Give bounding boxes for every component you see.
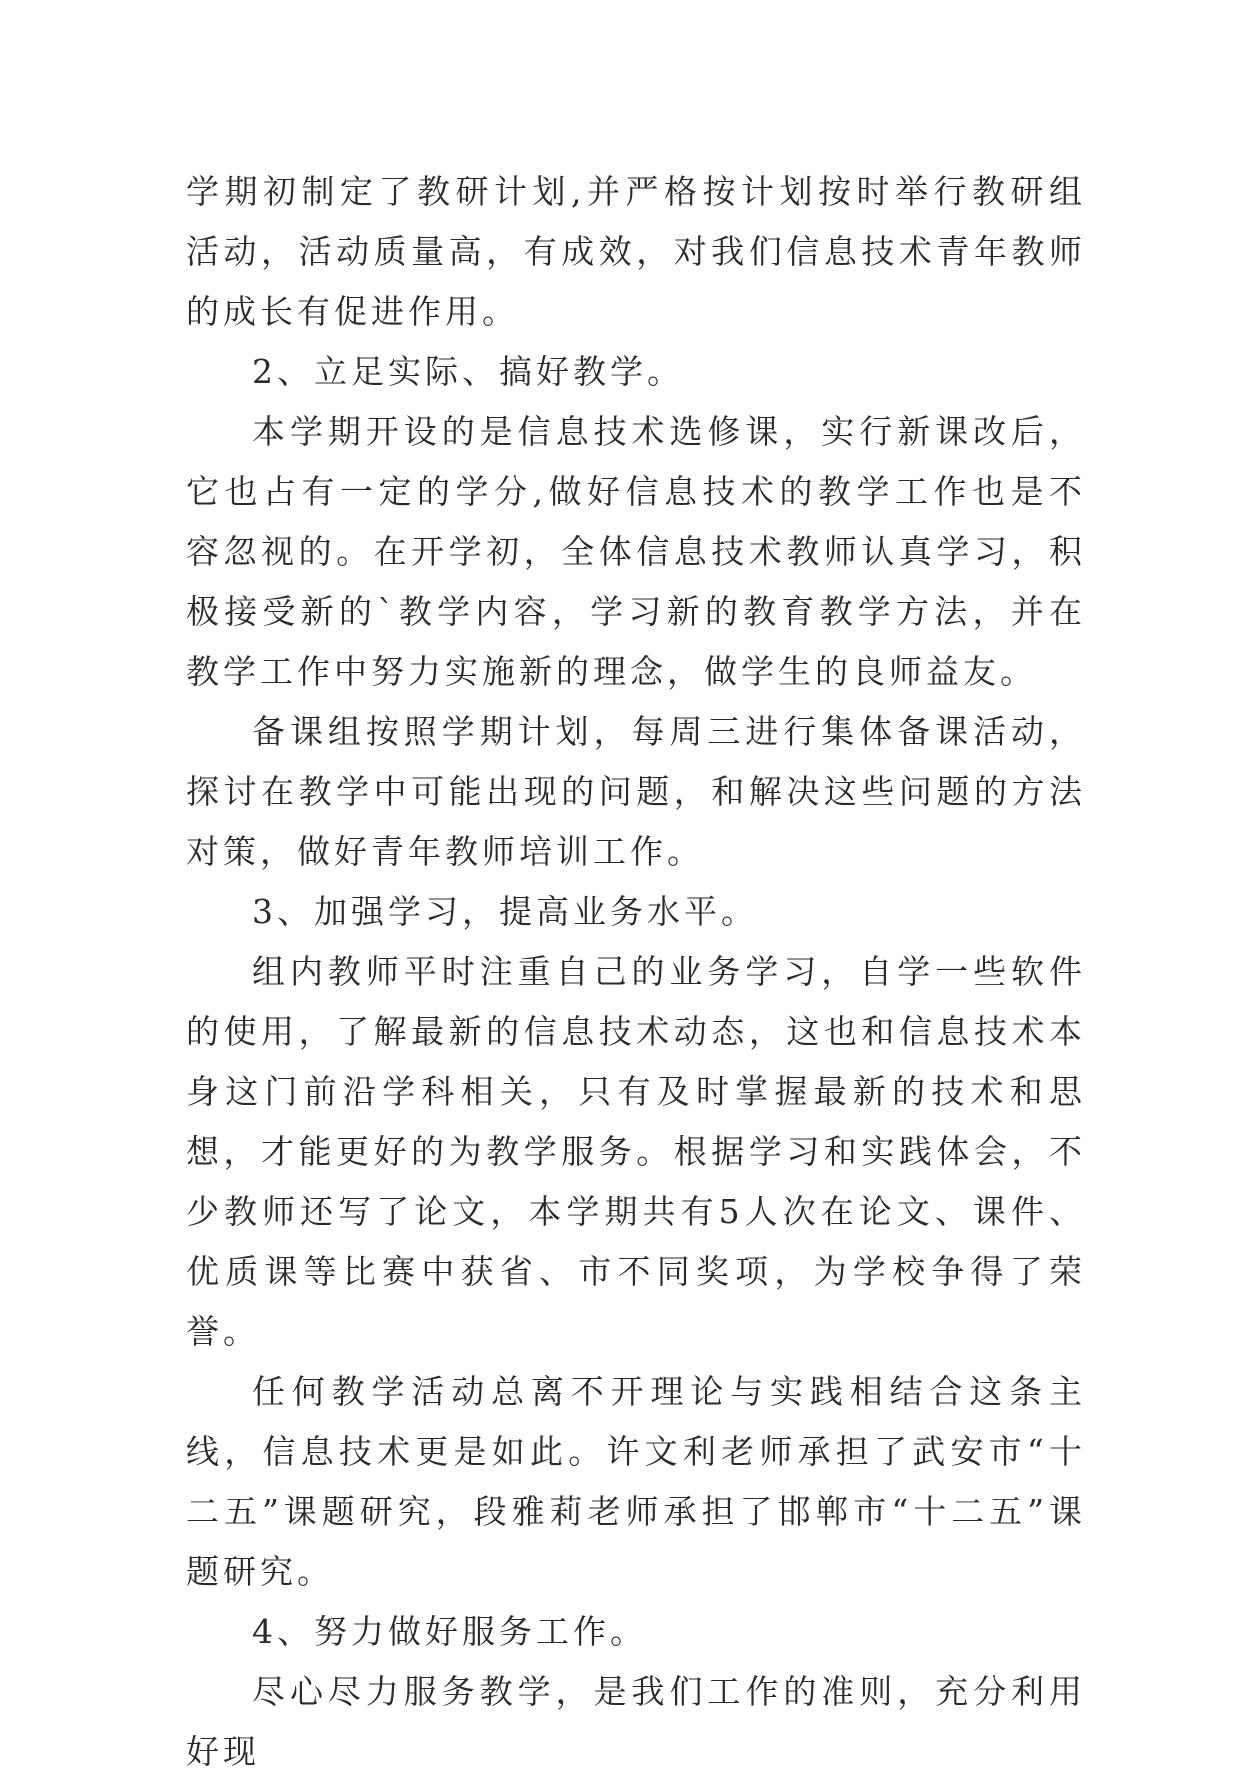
paragraph: 本学期开设的是信息技术选修课，实行新课改后，它也占有一定的学分,做好信息技术的教学工作也是不容忽视的。在开学初，全体信息技术教师认真学习，积极接受新的`教学内容，学习新的教育教学方法，并在教学工作中努力实施新的理念，做学生的良师益友。 [186, 412, 1086, 691]
paragraph: 学期初制定了教研计划,并严格按计划按时举行教研组活动，活动质量高，有成效，对我们信息技术青年教师的成长有促进作用。 [186, 172, 1086, 331]
section-heading: 2、立足实际、搞好教学。 [252, 352, 684, 391]
paragraph: 组内教师平时注重自己的业务学习，自学一些软件的使用，了解最新的信息技术动态，这也和信息技术本身这门前沿学科相关，只有及时掌握最新的技术和思想，才能更好的为教学服务。根据学习和实践体会，不少教师还写了论文，本学期共有5人次在论文、课件、优质课等比赛中获省、市不同奖项，为学校争得了荣誉。 [186, 952, 1086, 1351]
section-heading: 3、加强学习，提高业务水平。 [252, 892, 758, 931]
section-heading: 4、努力做好服务工作。 [252, 1612, 647, 1651]
paragraph: 备课组按照学期计划，每周三进行集体备课活动，探讨在教学中可能出现的问题，和解决这些问题的方法对策，做好青年教师培训工作。 [186, 712, 1086, 871]
paragraph: 尽心尽力服务教学，是我们工作的准则，充分利用好现 [186, 1672, 1086, 1771]
document-body [186, 162, 1086, 1782]
paragraph: 任何教学活动总离不开理论与实践相结合这条主线，信息技术更是如此。许文利老师承担了武安市“十二五”课题研究，段雅莉老师承担了邯郸市“十二五”课题研究。 [186, 1372, 1086, 1591]
